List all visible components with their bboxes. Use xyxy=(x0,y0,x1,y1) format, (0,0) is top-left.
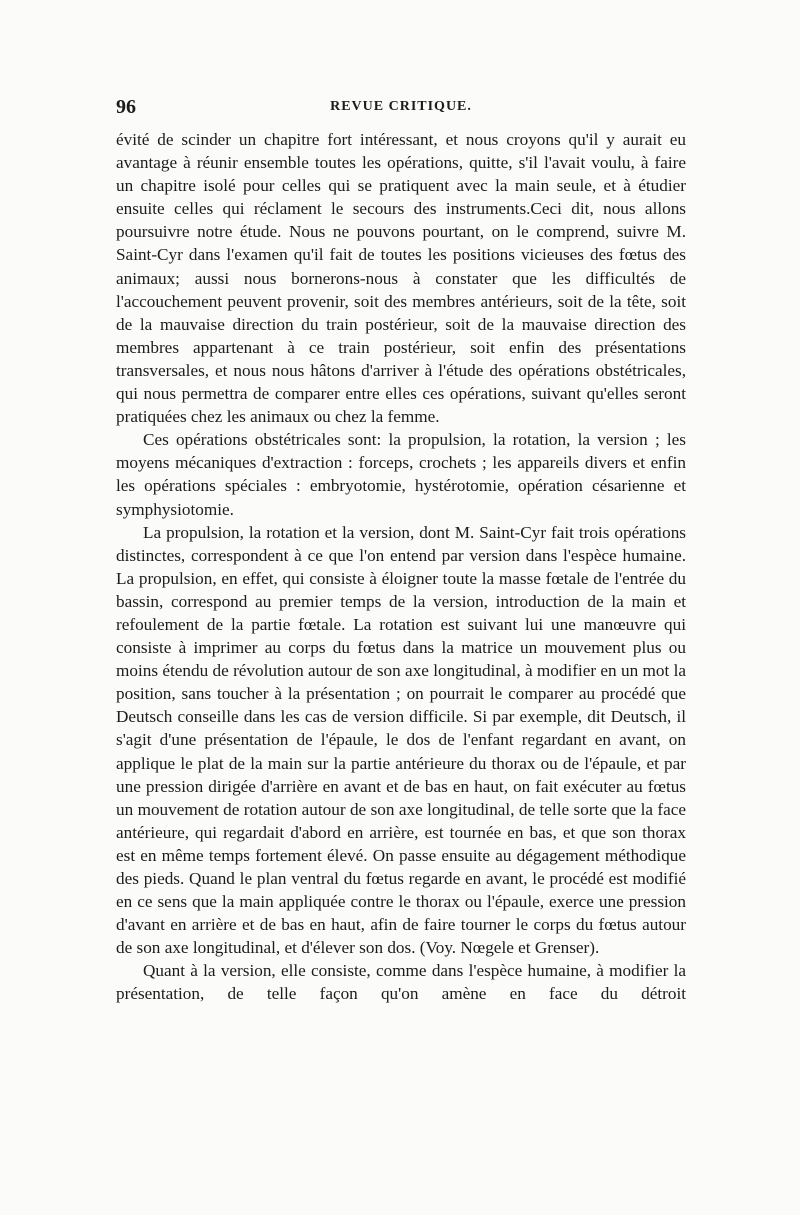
page-number: 96 xyxy=(116,96,136,118)
running-title: REVUE CRITIQUE. xyxy=(330,99,472,114)
paragraph-1: évité de scinder un chapitre fort intéressant, et nous croyons qu'il y aurait eu avantage à réunir ensemble toutes les opérations, quitte, s'il l'avait voulu, à faire un chapitre isolé pour celles qui se pratiquent avec la main seule, et à étudier ensuite celles qui réclament le secours des instruments.Ceci dit, nous allons poursuivre notre étude. Nous ne pouvons pourtant, on le comprend, suivre M. Saint-Cyr dans l'examen qu'il fait de toutes les positions vicieuses des fœtus des animaux; aussi nous bornerons-nous à constater que les difficultés de l'accouchement peuvent provenir, soit des membres antérieurs, soit de la tête, soit de la mauvaise direction du train postérieur, soit de la mauvaise direction des membres appartenant à ce train postérieur, soit enfin des présentations transversales, et nous nous hâtons d'arriver à l'étude des opérations obstétricales, qui nous permettra de comparer entre elles ces opérations, suivant qu'elles seront pratiquées chez les animaux ou chez la femme. xyxy=(116,130,686,427)
book-page xyxy=(116,96,686,1006)
paragraph-3: La propulsion, la rotation et la version, dont M. Saint-Cyr fait trois opérations distinctes, correspondent à ce que l'on entend par version dans l'espèce humaine. La propulsion, en effet, qui consiste à éloigner toute la masse fœtale de l'entrée du bassin, correspond au premier temps de la version, introduction de la main et refoulement de la partie fœtale. La rotation est suivant lui une manœuvre qui consiste à imprimer au corps du fœtus dans la matrice un mouvement plus ou moins étendu de révolution autour de son axe longitudinal, à modifier en un mot la position, sans toucher à la présentation ; on pourrait le comparer au procédé que Deutsch conseille dans les cas de version difficile. Si par exemple, dit Deutsch, il s'agit d'une présentation de l'épaule, le dos de l'enfant regardant en avant, on applique le plat de la main sur la partie antérieure du thorax ou de l'épaule, et par une pression dirigée d'arrière en avant et de bas en haut, on fait exécuter au fœtus un mouvement de rotation autour de son axe longitudinal, de telle sorte que la face antérieure, qui regardait d'abord en arrière, est tournée en bas, et que son thorax est en même temps fortement élevé. On passe ensuite au dégagement méthodique des pieds. Quand le plan ventral du fœtus regarde en avant, le procédé est modifié en ce sens que la main appliquée contre le thorax ou l'épaule, exerce une pression d'avant en arrière et de bas en haut, afin de faire tourner le corps du fœtus autour de son axe longitudinal, et d'élever son dos. (Voy. Nœgele et Grenser). xyxy=(116,522,686,958)
paragraph-2: Ces opérations obstétricales sont: la propulsion, la rotation, la version ; les moyens mécaniques d'extraction : forceps, crochets ; les appareils divers et enfin les opérations spéciales : embryotomie, hystérotomie, opération césarienne et symphysiotomie. xyxy=(116,430,686,519)
paragraph-4: Quant à la version, elle consiste, comme dans l'espèce humaine, à modifier la présentation, de telle façon qu'on amène en face du détroit xyxy=(116,961,686,1004)
page-header xyxy=(116,96,686,126)
body-text xyxy=(116,128,686,1006)
